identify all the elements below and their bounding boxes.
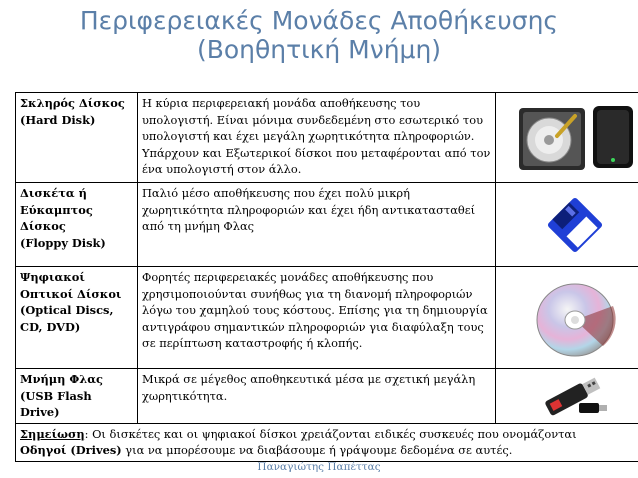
note-text-2: για να μπορέσουμε να διαβάσουμε ή γράψουμε δεδομένα σε αυτές. — [121, 443, 513, 457]
row-name-line: CD, DVD) — [20, 319, 81, 334]
row-name-line: Δίσκος — [20, 219, 66, 233]
table-row — [16, 183, 638, 267]
row-name-line: Οπτικοί Δίσκοι — [20, 286, 122, 301]
row-name-line: Εύκαμπτος — [20, 202, 93, 217]
note-label: Σημείωση — [20, 426, 85, 441]
row-name-line: Drive) — [20, 405, 60, 419]
title-line-1: Περιφερειακές Μονάδες Αποθήκευσης — [79, 6, 559, 35]
row-image-cell — [496, 369, 638, 424]
note-drives: Οδηγοί (Drives) — [20, 443, 122, 457]
table-row-note — [16, 423, 638, 461]
row-name-cell — [16, 183, 138, 267]
row-name-line: (USB Flash — [20, 388, 92, 403]
row-name-cell — [16, 369, 138, 424]
floppy-disk-icon — [545, 195, 605, 255]
optical-disc-icon — [533, 276, 617, 360]
row-name-line: Μνήμη Φλας — [20, 372, 103, 386]
table-row — [16, 267, 638, 369]
row-name-cell — [16, 267, 138, 369]
title-line-2: (Βοηθητική Μνήμη) — [196, 35, 442, 64]
note-text-1: : Οι δισκέτες και οι ψηφιακοί δίσκοι χρειάζονται ειδικές συσκευές που ονομάζονται — [84, 426, 577, 441]
row-name-line: Ψηφιακοί — [20, 270, 85, 284]
storage-table — [15, 92, 638, 462]
row-image-cell — [496, 93, 638, 183]
usb-flash-icon — [535, 373, 615, 419]
row-description: Παλιό μέσο αποθήκευσης που έχει πολύ μικρή χωρητικότητα πληροφοριών και έχει ήδη αντικατασταθεί από τη μνήμη Φλας — [138, 183, 496, 267]
row-name-line: Δισκέτα ή — [20, 186, 87, 200]
row-name-line: (Floppy Disk) — [20, 235, 106, 250]
row-name-line: (Optical Discs, — [20, 303, 114, 317]
row-name-line: Σκληρός Δίσκος — [20, 96, 125, 110]
note-cell — [16, 423, 638, 461]
table-row — [16, 369, 638, 424]
page-title — [0, 6, 638, 64]
row-description: Η κύρια περιφερειακή μονάδα αποθήκευσης του υπολογιστή. Είναι μόνιμα συνδεδεμένη στο εσωτερικό του υπολογιστή και έχει μεγάλη χωρητικότητα πληροφοριών. Υπάρχουν και Εξωτερικοί δίσκοι που μεταφέρονται από τον ένα υπολογιστή στον άλλο. — [138, 93, 496, 183]
row-name-line: (Hard Disk) — [20, 112, 96, 127]
row-name-cell — [16, 93, 138, 183]
table-row — [16, 93, 638, 183]
row-image-cell — [496, 183, 638, 267]
footer-author: Παναγιώτης Παπέττας — [257, 461, 381, 473]
row-description: Μικρά σε μέγεθος αποθηκευτικά μέσα με σχετική μεγάλη χωρητικότητα. — [138, 369, 496, 424]
hard-disk-icon — [505, 102, 638, 174]
row-image-cell — [496, 267, 638, 369]
row-description: Φορητές περιφερειακές μονάδες αποθήκευσης που χρησιμοποιούνται συνήθως για τη διανομή πληροφοριών λόγω του χαμηλού τους κόστους. Επίσης για τη δημιουργία αντιγράφου σημαντικών πληροφοριών για διαφύλαξη τους σε περίπτωση καταστροφής ή κλοπής. — [138, 267, 496, 369]
